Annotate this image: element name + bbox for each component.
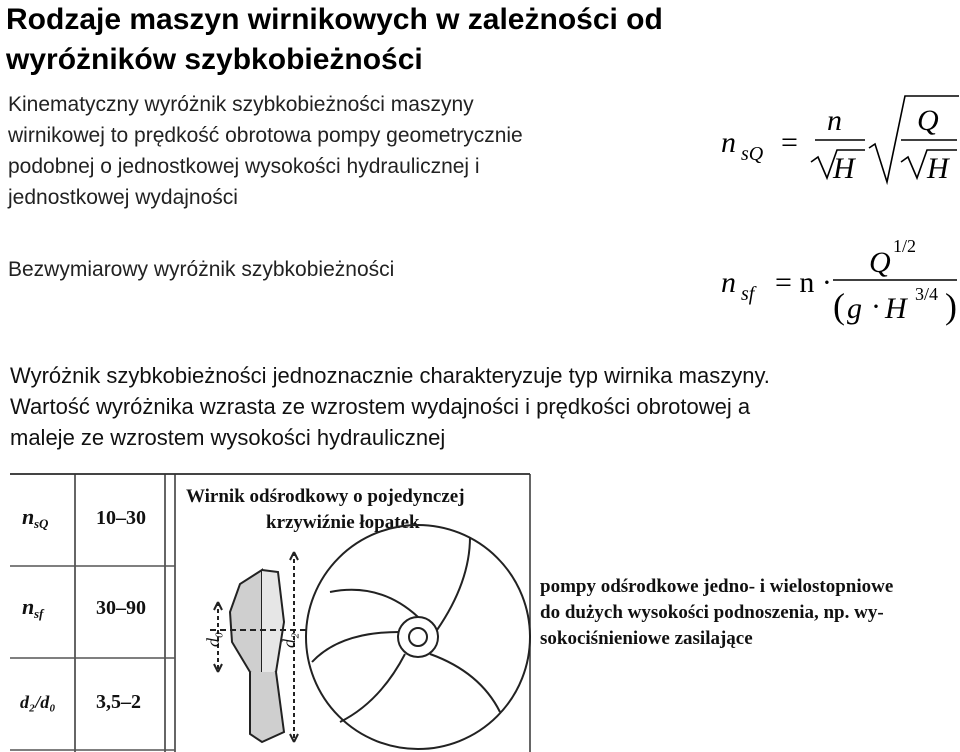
scanned-table — [0, 472, 960, 752]
formula-nsf-rparen: ) — [945, 286, 957, 326]
formula-nsf-den-dot: · — [871, 290, 881, 323]
note-line: Wartość wyróżnika wzrasta ze wzrostem wydajności i prędkości obrotowej a — [10, 394, 751, 419]
formula-nsf-den-exp: 3/4 — [915, 284, 939, 304]
formula-nsf-eq: = n · — [775, 266, 832, 299]
formula-nsq-den1: H — [833, 152, 855, 185]
formula-nsf-sub: sf — [741, 283, 755, 305]
formula-nsq — [715, 92, 960, 192]
description-line: pompy odśrodkowe jedno- i wielostopniowe — [540, 576, 894, 597]
formula-nsq-den2: H — [927, 152, 949, 185]
dimensionless-label-text: Bezwymiarowy wyróżnik szybkobieżności — [8, 258, 395, 281]
definition-line: wirnikowej to prędkość obrotowa pompy geometrycznie — [8, 124, 523, 147]
note-paragraph — [10, 360, 950, 453]
formula-nsq-eq: = — [781, 126, 798, 159]
formula-nsf-num-exp: 1/2 — [893, 236, 917, 256]
impeller-front-view — [306, 525, 530, 749]
title-line-1: Rodzaje maszyn wirnikowych w zależności od — [6, 3, 663, 36]
table-symbol-sub: sQ — [34, 516, 49, 531]
definition-paragraph — [8, 89, 688, 213]
table-symbol: n — [22, 594, 35, 619]
table-value: 30–90 — [96, 597, 146, 619]
table-symbol-sub: sf — [34, 606, 44, 621]
table-value: 10–30 — [96, 507, 146, 529]
impeller-header-line-1: Wirnik odśrodkowy o pojedynczej — [186, 486, 465, 507]
impeller-header-line-2: krzywiźnie łopatek — [266, 512, 420, 533]
table-value: 3,5–2 — [96, 691, 141, 713]
formula-nsq-sub: sQ — [741, 143, 764, 165]
definition-line: podobnej o jednostkowej wysokości hydraulicznej i — [8, 155, 480, 178]
table-symbol: n — [22, 504, 35, 529]
formula-nsq-lhs: n — [721, 126, 736, 159]
slide-title — [6, 0, 956, 80]
formula-nsq-num2: Q — [917, 104, 939, 137]
formula-nsf — [715, 232, 960, 332]
definition-line: jednostkowej wydajności — [8, 186, 238, 209]
table-symbol: d₂/d₀ — [20, 692, 56, 712]
formula-nsf-num: Q — [869, 246, 891, 279]
formula-nsf-lparen: ( — [833, 286, 845, 326]
note-line: maleje ze wzrostem wysokości hydraulicznej — [10, 425, 446, 450]
note-line: Wyróżnik szybkobieżności jednoznacznie charakteryzuje typ wirnika maszyny. — [10, 363, 770, 388]
formula-nsf-den-g: g — [847, 292, 862, 325]
formula-nsf-lhs: n — [721, 266, 736, 299]
dimensionless-label — [8, 254, 688, 285]
formula-nsq-num1: n — [827, 104, 842, 137]
formula-nsf-den-h: H — [885, 292, 907, 325]
description-line: do dużych wysokości podnoszenia, np. wy- — [540, 602, 884, 623]
definition-line: Kinematyczny wyróżnik szybkobieżności maszyny — [8, 93, 474, 116]
description-line: sokociśnieniowe zasilające — [540, 628, 753, 649]
dim-d2: d₂ — [279, 632, 299, 648]
title-line-2: wyróżników szybkobieżności — [6, 43, 423, 76]
dim-d0: d₀ — [203, 631, 223, 647]
